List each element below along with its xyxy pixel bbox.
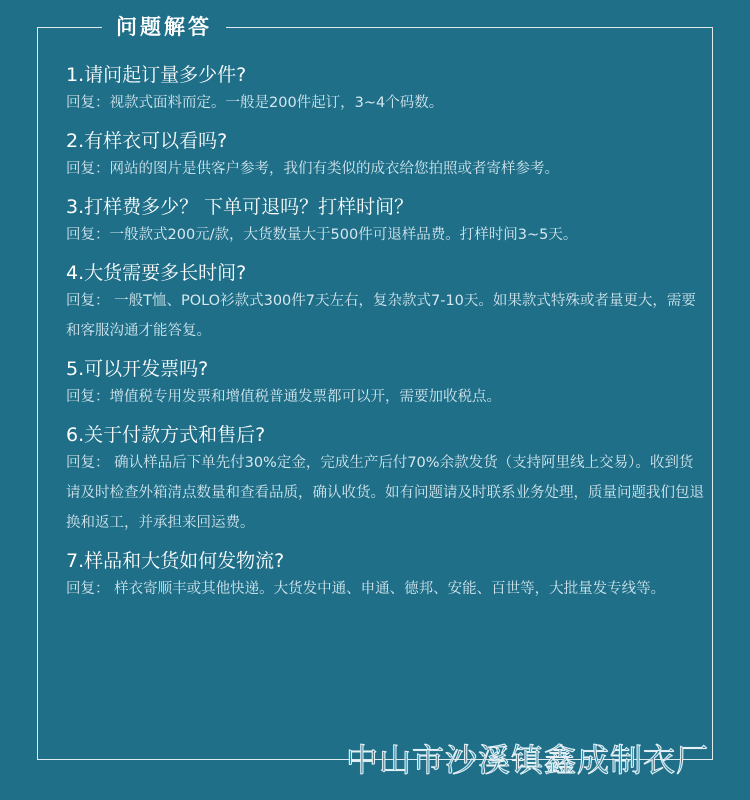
faq-item-5 xyxy=(66,356,706,412)
faq-answer: 回复： 一般T恤、POLO衫款式300件7天左右，复杂款式7-10天。如果款式特殊或者量更大，需要和客服沟通才能答复。 xyxy=(66,293,696,339)
faq-question: 7.样品和大货如何发物流? xyxy=(66,550,285,572)
faq-item-1 xyxy=(66,62,706,118)
faq-answer: 回复：视款式面料而定。一般是200件起订，3~4个码数。 xyxy=(66,95,444,111)
faq-item-3 xyxy=(66,194,706,250)
faq-question: 4.大货需要多长时间? xyxy=(66,262,247,284)
faq-question: 3.打样费多少？ 下单可退吗？打样时间？ xyxy=(66,196,414,218)
company-name: 中山市沙溪镇鑫成制衣厂 xyxy=(346,741,710,779)
faq-item-4 xyxy=(66,260,706,346)
faq-item-6 xyxy=(66,422,706,538)
faq-question: 5.可以开发票吗? xyxy=(66,358,209,380)
faq-answer: 回复： 确认样品后下单先付30%定金，完成生产后付70%余款发货（支持阿里线上交易）。收到货请及时检查外箱清点数量和查看品质，确认收货。如有问题请及时联系业务处理，质量问题我们包退换和返工，并承担来回运费。 xyxy=(66,455,704,531)
faq-answer: 回复：网站的图片是供客户参考，我们有类似的成衣给您拍照或者寄样参考。 xyxy=(66,161,559,177)
faq-question: 1.请问起订量多少件? xyxy=(66,64,247,86)
faq-answer: 回复： 样衣寄顺丰或其他快递。大货发中通、申通、德邦、安能、百世等，大批量发专线等。 xyxy=(66,581,666,597)
faq-question: 6.关于付款方式和售后? xyxy=(66,424,266,446)
faq-answer: 回复：增值税专用发票和增值税普通发票都可以开，需要加收税点。 xyxy=(66,389,501,405)
page-title: 问题解答 xyxy=(102,14,226,40)
faq-answer: 回复：一般款式200元/款，大货数量大于500件可退样品费。打样时间3~5天。 xyxy=(66,227,578,243)
faq-list xyxy=(66,62,706,614)
faq-item-7 xyxy=(66,548,706,604)
faq-item-2 xyxy=(66,128,706,184)
faq-question: 2.有样衣可以看吗? xyxy=(66,130,228,152)
